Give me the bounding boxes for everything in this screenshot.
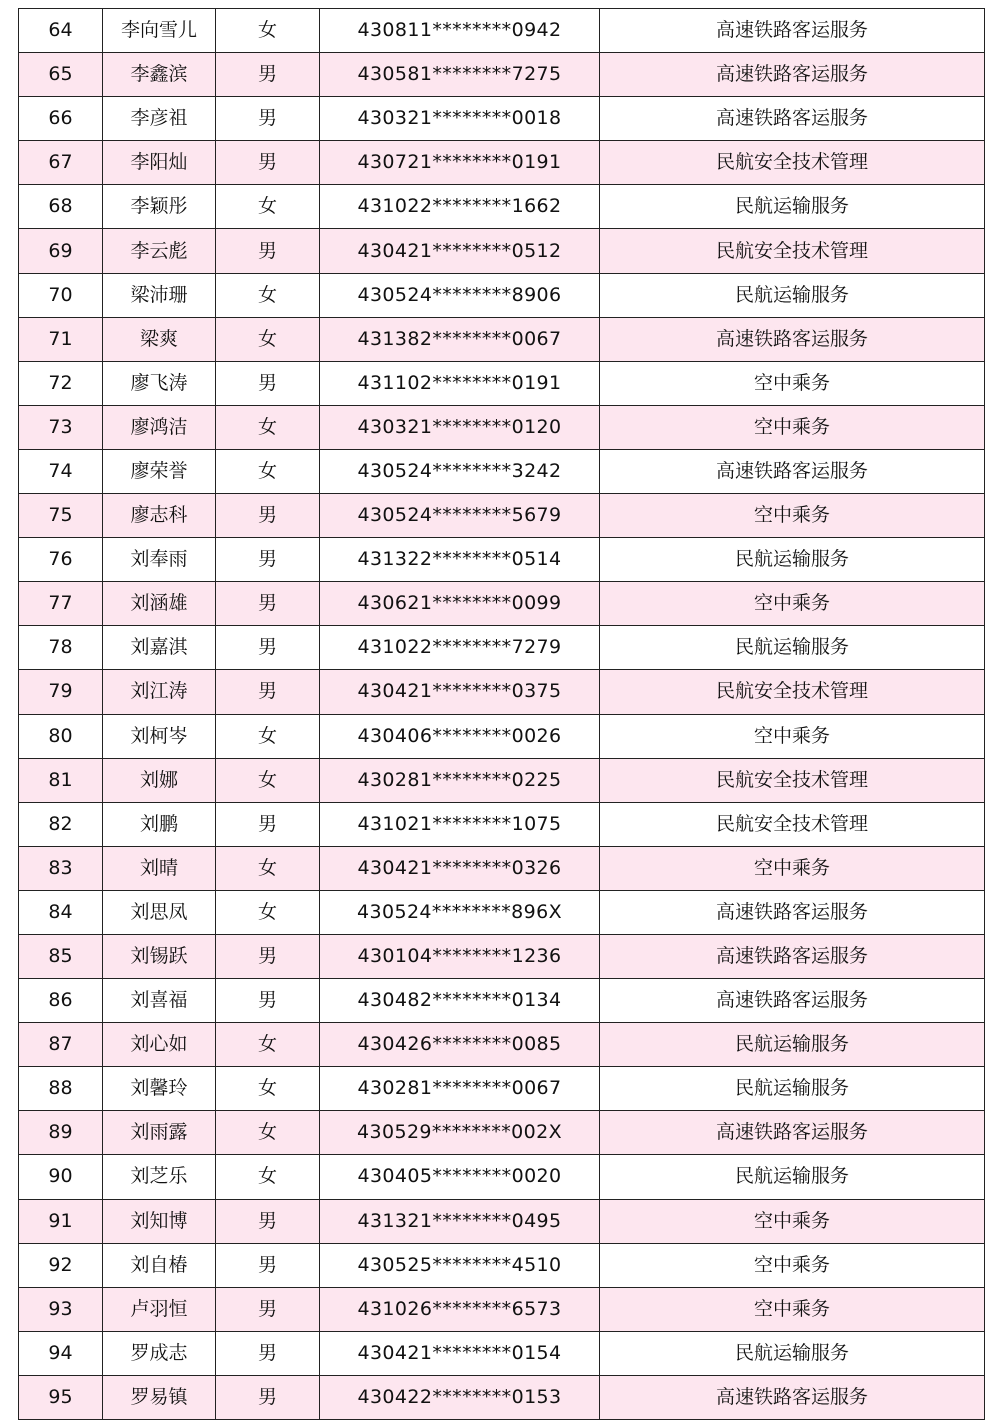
major-cell: 高速铁路客运服务: [600, 1111, 985, 1155]
student-name-cell: 李鑫滨: [103, 53, 216, 97]
student-name-cell: 卢羽恒: [103, 1287, 216, 1331]
gender-cell: 女: [216, 758, 320, 802]
gender-cell: 男: [216, 494, 320, 538]
student-name-cell: 刘馨玲: [103, 1067, 216, 1111]
gender-cell: 男: [216, 141, 320, 185]
id-number-cell: 430581********7275: [320, 53, 600, 97]
table-row: [19, 890, 985, 934]
id-number-cell: 430421********0512: [320, 229, 600, 273]
student-name-cell: 刘奉雨: [103, 538, 216, 582]
table-row: [19, 1023, 985, 1067]
id-number-cell: 431022********1662: [320, 185, 600, 229]
major-cell: 民航安全技术管理: [600, 802, 985, 846]
id-number-cell: 430621********0099: [320, 582, 600, 626]
id-number-cell: 430321********0120: [320, 405, 600, 449]
id-number-cell: 430321********0018: [320, 97, 600, 141]
major-cell: 民航运输服务: [600, 273, 985, 317]
id-number-cell: 430524********5679: [320, 494, 600, 538]
table-row: [19, 802, 985, 846]
id-number-cell: 430721********0191: [320, 141, 600, 185]
row-number-cell: 81: [19, 758, 103, 802]
row-number-cell: 84: [19, 890, 103, 934]
id-number-cell: 430281********0225: [320, 758, 600, 802]
table-row: [19, 1199, 985, 1243]
row-number-cell: 87: [19, 1023, 103, 1067]
student-name-cell: 刘涵雄: [103, 582, 216, 626]
row-number-cell: 73: [19, 405, 103, 449]
major-cell: 高速铁路客运服务: [600, 934, 985, 978]
table-row: [19, 9, 985, 53]
student-name-cell: 刘晴: [103, 846, 216, 890]
gender-cell: 男: [216, 361, 320, 405]
major-cell: 民航安全技术管理: [600, 229, 985, 273]
student-name-cell: 李彦祖: [103, 97, 216, 141]
student-name-cell: 刘喜福: [103, 979, 216, 1023]
major-cell: 民航运输服务: [600, 1331, 985, 1375]
table-row: [19, 670, 985, 714]
id-number-cell: 431026********6573: [320, 1287, 600, 1331]
row-number-cell: 68: [19, 185, 103, 229]
gender-cell: 女: [216, 317, 320, 361]
id-number-cell: 430104********1236: [320, 934, 600, 978]
student-name-cell: 刘雨露: [103, 1111, 216, 1155]
id-number-cell: 430421********0375: [320, 670, 600, 714]
table-row: [19, 1287, 985, 1331]
student-roster-table: [18, 8, 985, 1420]
gender-cell: 女: [216, 1155, 320, 1199]
gender-cell: 男: [216, 1331, 320, 1375]
student-name-cell: 刘知博: [103, 1199, 216, 1243]
table-row: [19, 714, 985, 758]
id-number-cell: 430811********0942: [320, 9, 600, 53]
major-cell: 高速铁路客运服务: [600, 317, 985, 361]
student-name-cell: 刘自椿: [103, 1243, 216, 1287]
id-number-cell: 431382********0067: [320, 317, 600, 361]
major-cell: 民航安全技术管理: [600, 670, 985, 714]
student-name-cell: 刘锡跃: [103, 934, 216, 978]
id-number-cell: 430405********0020: [320, 1155, 600, 1199]
row-number-cell: 78: [19, 626, 103, 670]
gender-cell: 女: [216, 846, 320, 890]
table-row: [19, 979, 985, 1023]
id-number-cell: 430426********0085: [320, 1023, 600, 1067]
major-cell: 民航运输服务: [600, 538, 985, 582]
major-cell: 民航运输服务: [600, 1067, 985, 1111]
table-row: [19, 317, 985, 361]
major-cell: 空中乘务: [600, 846, 985, 890]
gender-cell: 男: [216, 53, 320, 97]
gender-cell: 女: [216, 9, 320, 53]
gender-cell: 女: [216, 890, 320, 934]
student-name-cell: 罗易镇: [103, 1375, 216, 1419]
row-number-cell: 75: [19, 494, 103, 538]
row-number-cell: 64: [19, 9, 103, 53]
major-cell: 空中乘务: [600, 1287, 985, 1331]
major-cell: 高速铁路客运服务: [600, 979, 985, 1023]
student-name-cell: 李云彪: [103, 229, 216, 273]
row-number-cell: 93: [19, 1287, 103, 1331]
student-name-cell: 廖飞涛: [103, 361, 216, 405]
major-cell: 民航运输服务: [600, 1023, 985, 1067]
major-cell: 空中乘务: [600, 714, 985, 758]
table-row: [19, 53, 985, 97]
row-number-cell: 94: [19, 1331, 103, 1375]
gender-cell: 男: [216, 802, 320, 846]
table-row: [19, 1243, 985, 1287]
row-number-cell: 80: [19, 714, 103, 758]
student-name-cell: 梁爽: [103, 317, 216, 361]
student-name-cell: 梁沛珊: [103, 273, 216, 317]
id-number-cell: 430525********4510: [320, 1243, 600, 1287]
row-number-cell: 82: [19, 802, 103, 846]
student-name-cell: 罗成志: [103, 1331, 216, 1375]
row-number-cell: 90: [19, 1155, 103, 1199]
gender-cell: 女: [216, 185, 320, 229]
gender-cell: 男: [216, 1243, 320, 1287]
row-number-cell: 91: [19, 1199, 103, 1243]
row-number-cell: 72: [19, 361, 103, 405]
table-row: [19, 538, 985, 582]
id-number-cell: 430421********0326: [320, 846, 600, 890]
table-row: [19, 494, 985, 538]
row-number-cell: 83: [19, 846, 103, 890]
student-name-cell: 廖荣誉: [103, 449, 216, 493]
major-cell: 民航安全技术管理: [600, 141, 985, 185]
id-number-cell: 430281********0067: [320, 1067, 600, 1111]
table-row: [19, 185, 985, 229]
major-cell: 民航运输服务: [600, 1155, 985, 1199]
id-number-cell: 430524********8906: [320, 273, 600, 317]
id-number-cell: 430529********002X: [320, 1111, 600, 1155]
student-name-cell: 李阳灿: [103, 141, 216, 185]
gender-cell: 男: [216, 1375, 320, 1419]
gender-cell: 女: [216, 714, 320, 758]
table-row: [19, 229, 985, 273]
id-number-cell: 430524********896X: [320, 890, 600, 934]
id-number-cell: 431321********0495: [320, 1199, 600, 1243]
table-row: [19, 1155, 985, 1199]
table-row: [19, 97, 985, 141]
id-number-cell: 430421********0154: [320, 1331, 600, 1375]
row-number-cell: 77: [19, 582, 103, 626]
major-cell: 空中乘务: [600, 361, 985, 405]
table-row: [19, 449, 985, 493]
row-number-cell: 67: [19, 141, 103, 185]
table-row: [19, 1067, 985, 1111]
major-cell: 空中乘务: [600, 494, 985, 538]
row-number-cell: 66: [19, 97, 103, 141]
major-cell: 高速铁路客运服务: [600, 97, 985, 141]
major-cell: 高速铁路客运服务: [600, 449, 985, 493]
gender-cell: 女: [216, 1111, 320, 1155]
row-number-cell: 71: [19, 317, 103, 361]
student-name-cell: 李向雪儿: [103, 9, 216, 53]
student-name-cell: 刘思凤: [103, 890, 216, 934]
id-number-cell: 431322********0514: [320, 538, 600, 582]
row-number-cell: 76: [19, 538, 103, 582]
id-number-cell: 431022********7279: [320, 626, 600, 670]
gender-cell: 男: [216, 582, 320, 626]
row-number-cell: 88: [19, 1067, 103, 1111]
gender-cell: 男: [216, 1199, 320, 1243]
gender-cell: 男: [216, 626, 320, 670]
gender-cell: 女: [216, 273, 320, 317]
gender-cell: 男: [216, 229, 320, 273]
table-row: [19, 405, 985, 449]
student-name-cell: 刘鹏: [103, 802, 216, 846]
row-number-cell: 79: [19, 670, 103, 714]
table-row: [19, 582, 985, 626]
major-cell: 高速铁路客运服务: [600, 53, 985, 97]
major-cell: 空中乘务: [600, 582, 985, 626]
gender-cell: 男: [216, 97, 320, 141]
roster-body: [19, 9, 985, 1420]
student-name-cell: 刘柯岑: [103, 714, 216, 758]
student-name-cell: 刘芝乐: [103, 1155, 216, 1199]
row-number-cell: 85: [19, 934, 103, 978]
row-number-cell: 70: [19, 273, 103, 317]
id-number-cell: 431102********0191: [320, 361, 600, 405]
gender-cell: 女: [216, 1067, 320, 1111]
id-number-cell: 430422********0153: [320, 1375, 600, 1419]
major-cell: 空中乘务: [600, 1243, 985, 1287]
student-name-cell: 李颖彤: [103, 185, 216, 229]
student-name-cell: 刘心如: [103, 1023, 216, 1067]
row-number-cell: 89: [19, 1111, 103, 1155]
major-cell: 民航运输服务: [600, 626, 985, 670]
row-number-cell: 74: [19, 449, 103, 493]
row-number-cell: 69: [19, 229, 103, 273]
table-row: [19, 1331, 985, 1375]
row-number-cell: 86: [19, 979, 103, 1023]
row-number-cell: 65: [19, 53, 103, 97]
gender-cell: 女: [216, 1023, 320, 1067]
table-row: [19, 934, 985, 978]
major-cell: 空中乘务: [600, 1199, 985, 1243]
id-number-cell: 430482********0134: [320, 979, 600, 1023]
gender-cell: 男: [216, 979, 320, 1023]
gender-cell: 男: [216, 670, 320, 714]
major-cell: 高速铁路客运服务: [600, 890, 985, 934]
table-row: [19, 1375, 985, 1419]
table-row: [19, 758, 985, 802]
student-name-cell: 刘嘉淇: [103, 626, 216, 670]
student-name-cell: 廖志科: [103, 494, 216, 538]
row-number-cell: 92: [19, 1243, 103, 1287]
id-number-cell: 430406********0026: [320, 714, 600, 758]
student-name-cell: 廖鸿洁: [103, 405, 216, 449]
table-row: [19, 846, 985, 890]
major-cell: 高速铁路客运服务: [600, 9, 985, 53]
major-cell: 高速铁路客运服务: [600, 1375, 985, 1419]
major-cell: 民航安全技术管理: [600, 758, 985, 802]
table-row: [19, 361, 985, 405]
gender-cell: 女: [216, 405, 320, 449]
id-number-cell: 430524********3242: [320, 449, 600, 493]
major-cell: 空中乘务: [600, 405, 985, 449]
id-number-cell: 431021********1075: [320, 802, 600, 846]
gender-cell: 男: [216, 934, 320, 978]
student-name-cell: 刘江涛: [103, 670, 216, 714]
table-row: [19, 626, 985, 670]
student-name-cell: 刘娜: [103, 758, 216, 802]
table-row: [19, 1111, 985, 1155]
major-cell: 民航运输服务: [600, 185, 985, 229]
table-row: [19, 141, 985, 185]
gender-cell: 男: [216, 1287, 320, 1331]
gender-cell: 女: [216, 449, 320, 493]
table-row: [19, 273, 985, 317]
gender-cell: 男: [216, 538, 320, 582]
row-number-cell: 95: [19, 1375, 103, 1419]
